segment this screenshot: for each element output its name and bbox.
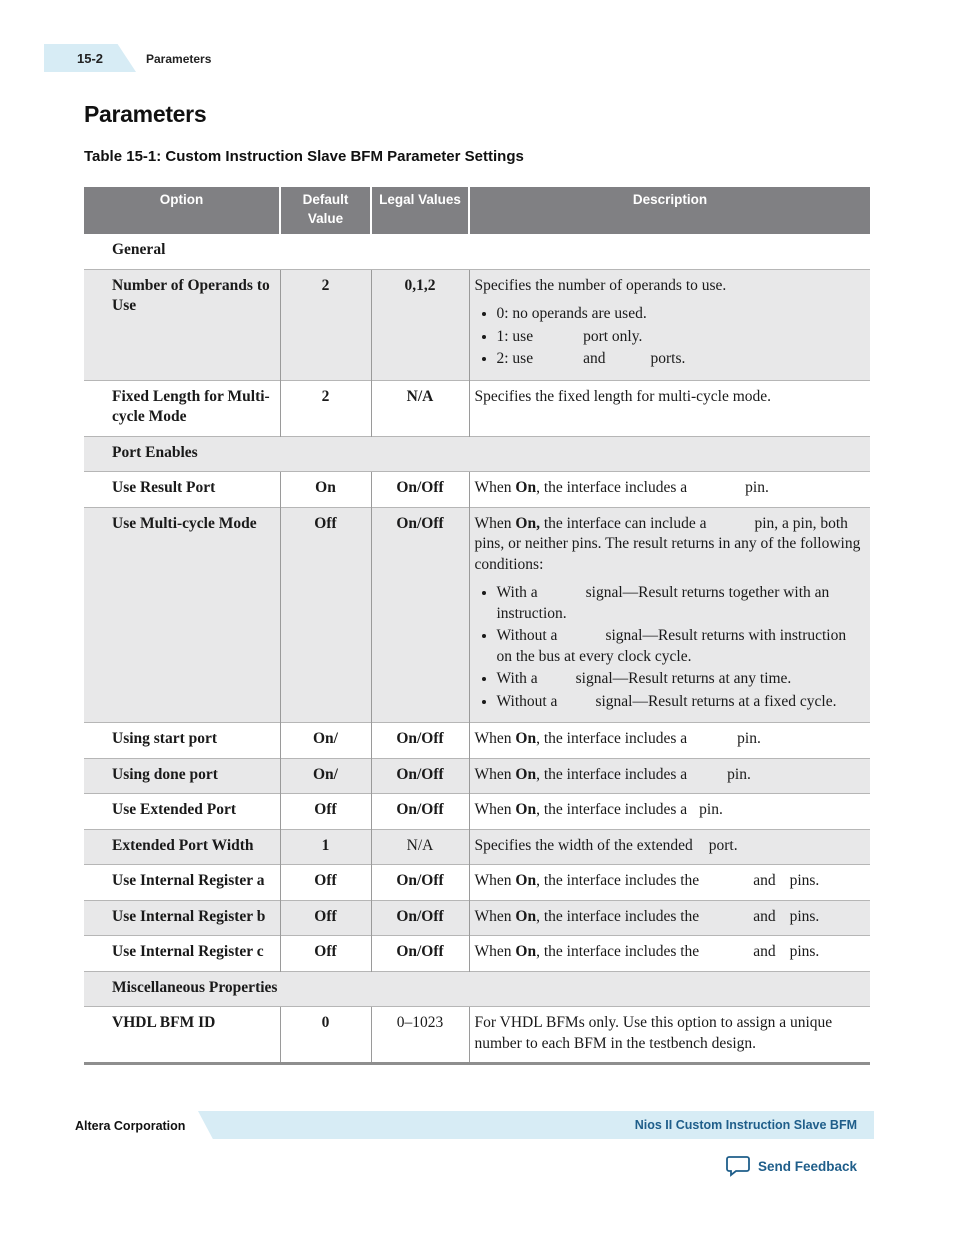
group-label: Miscellaneous Properties xyxy=(84,971,870,1007)
default-cell: 2 xyxy=(280,269,371,380)
default-cell: 1 xyxy=(280,829,371,865)
description-cell: When On, the interface includes the and pins. xyxy=(469,900,870,936)
legal-cell: On/Off xyxy=(371,794,469,830)
list-item: • Without a signal—Result returns at a fixed cycle. xyxy=(497,692,866,713)
section-title: Parameters xyxy=(84,101,207,127)
default-cell: On/ xyxy=(280,758,371,794)
option-cell: Number of Operands to Use xyxy=(84,269,280,380)
option-cell: Fixed Length for Multi-cycle Mode xyxy=(84,380,280,436)
default-cell: Off xyxy=(280,936,371,972)
column-header-description: Description xyxy=(469,187,870,234)
legal-cell: On/Off xyxy=(371,472,469,508)
option-cell: Using done port xyxy=(84,758,280,794)
group-row-miscellaneous xyxy=(84,971,870,1007)
option-cell: VHDL BFM ID xyxy=(84,1007,280,1064)
table-row xyxy=(84,269,870,380)
list-item: • With a signal—Result returns together with an instruction. xyxy=(497,583,866,624)
group-label: General xyxy=(112,241,166,258)
parameter-table xyxy=(84,187,870,1065)
description-cell: When On, the interface includes the and pins. xyxy=(469,865,870,901)
description-text: Specifies the number of operands to use. xyxy=(474,276,727,294)
table-row xyxy=(84,1007,870,1064)
legal-cell: On/Off xyxy=(371,865,469,901)
legal-cell: On/Off xyxy=(371,507,469,723)
default-cell: Off xyxy=(280,507,371,723)
description-cell: Specifies the width of the extended port. xyxy=(469,829,870,865)
table-row xyxy=(84,758,870,794)
running-title: Parameters xyxy=(146,52,212,66)
table-header-row xyxy=(84,187,870,234)
description-cell: Specifies the fixed length for multi-cycle mode. xyxy=(469,380,870,436)
table-row xyxy=(84,380,870,436)
option-cell: Extended Port Width xyxy=(84,829,280,865)
option-cell: Using start port xyxy=(84,723,280,759)
list-item: • Without a signal—Result returns with instruction on the bus at every clock cycle. xyxy=(497,626,866,667)
list-item: • 2: use and ports. xyxy=(497,349,866,370)
default-cell: 2 xyxy=(280,380,371,436)
table-row xyxy=(84,794,870,830)
description-cell xyxy=(469,269,870,380)
description-cell: When On, the interface includes a pin. xyxy=(469,723,870,759)
table-row xyxy=(84,936,870,972)
table-row xyxy=(84,507,870,723)
legal-cell: 0,1,2 xyxy=(371,269,469,380)
table-row xyxy=(84,900,870,936)
send-feedback-label: Send Feedback xyxy=(757,1158,857,1174)
table-row xyxy=(84,829,870,865)
company-name: Altera Corporation xyxy=(75,1119,186,1133)
group-label: Port Enables xyxy=(84,436,870,472)
column-header-option: Option xyxy=(84,187,280,234)
option-cell: Use Internal Register a xyxy=(84,865,280,901)
legal-cell: On/Off xyxy=(371,723,469,759)
legal-cell: On/Off xyxy=(371,900,469,936)
legal-cell: On/Off xyxy=(371,936,469,972)
option-cell: Use Extended Port xyxy=(84,794,280,830)
description-cell xyxy=(469,507,870,723)
list-item: • 1: use port only. xyxy=(497,327,866,348)
document-title-link[interactable]: Nios II Custom Instruction Slave BFM xyxy=(634,1118,857,1132)
option-cell: Use Result Port xyxy=(84,472,280,508)
speech-bubble-icon xyxy=(726,1155,750,1177)
default-cell: 0 xyxy=(280,1007,371,1064)
table-row xyxy=(84,865,870,901)
description-cell: When On, the interface includes the and pins. xyxy=(469,936,870,972)
default-cell: Off xyxy=(280,900,371,936)
option-cell: Use Multi-cycle Mode xyxy=(84,507,280,723)
table-row xyxy=(84,723,870,759)
default-cell: Off xyxy=(280,794,371,830)
bullet-list xyxy=(475,304,866,370)
list-item: • With a signal—Result returns at any time. xyxy=(497,669,866,690)
legal-cell: N/A xyxy=(371,380,469,436)
legal-cell: On/Off xyxy=(371,758,469,794)
send-feedback-link[interactable] xyxy=(726,1155,857,1177)
description-text: When On, the interface can include a pin, a pin, both pins, or neither pins. The result returns in any of the following conditions: xyxy=(474,514,861,573)
option-cell: Use Internal Register b xyxy=(84,900,280,936)
description-cell: When On, the interface includes a pin. xyxy=(469,794,870,830)
group-row-port-enables xyxy=(84,436,870,472)
description-cell: When On, the interface includes a pin. xyxy=(469,758,870,794)
page-number: 15-2 xyxy=(77,51,104,66)
option-cell: Use Internal Register c xyxy=(84,936,280,972)
default-cell: On/ xyxy=(280,723,371,759)
bullet-list xyxy=(475,583,866,712)
legal-cell: 0–1023 xyxy=(371,1007,469,1064)
default-cell: Off xyxy=(280,865,371,901)
list-item: • 0: no operands are used. xyxy=(497,304,866,325)
description-cell: For VHDL BFMs only. Use this option to assign a unique number to each BFM in the testbench design. xyxy=(469,1007,870,1064)
table-row xyxy=(84,472,870,508)
legal-cell: N/A xyxy=(371,829,469,865)
table-caption: Table 15-1: Custom Instruction Slave BFM Parameter Settings xyxy=(84,148,524,165)
column-header-default-value: Default Value xyxy=(280,187,371,234)
default-cell: On xyxy=(280,472,371,508)
description-cell: When On, the interface includes a pin. xyxy=(469,472,870,508)
column-header-legal-values: Legal Values xyxy=(371,187,469,234)
group-row-general xyxy=(84,234,870,269)
